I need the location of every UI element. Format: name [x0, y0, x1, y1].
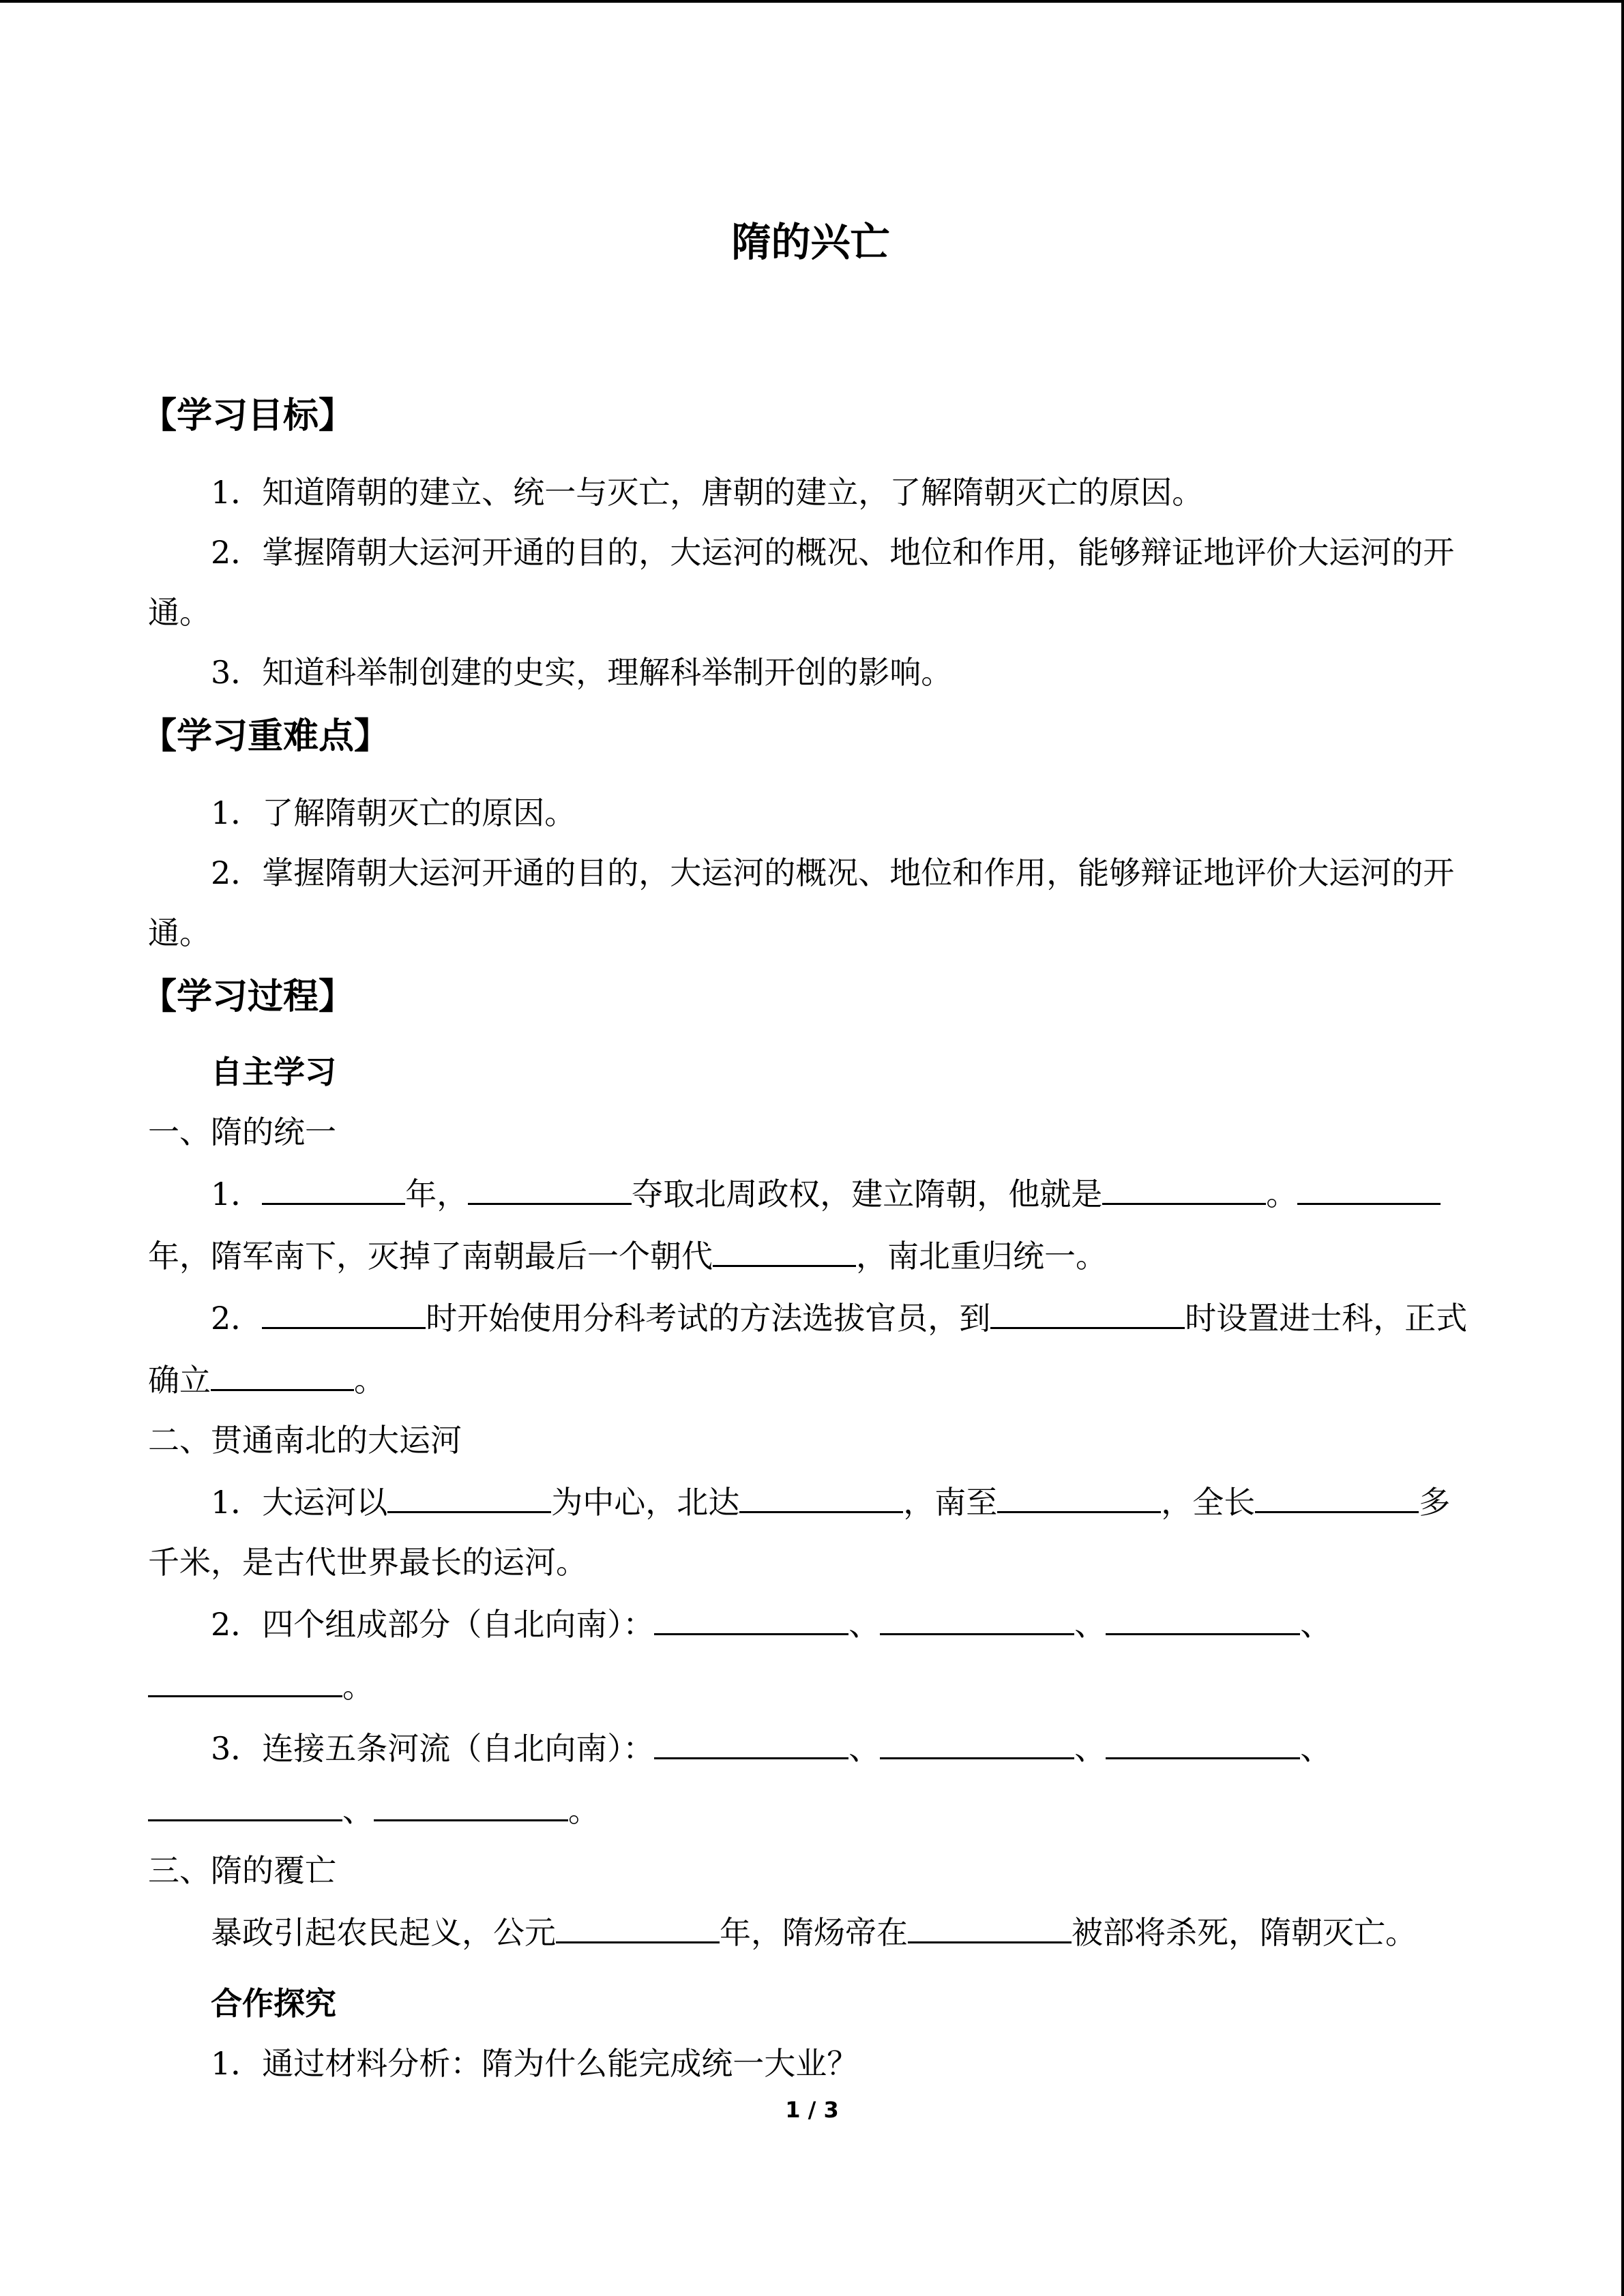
- answer-blank[interactable]: [148, 1778, 342, 1821]
- answer-blank[interactable]: [990, 1286, 1185, 1329]
- answer-blank[interactable]: [556, 1900, 720, 1943]
- keypoints-heading: 【学习重难点】: [141, 716, 390, 757]
- part2-q3: 3．连接五条河流（自北向南）： 、 、 、、 。: [148, 1716, 1473, 1840]
- answer-blank[interactable]: [262, 1162, 405, 1205]
- answer-blank[interactable]: [997, 1470, 1161, 1513]
- goal-item-2: 2．掌握隋朝大运河开通的目的，大运河的概况、地位和作用，能够辩证地评价大运河的开通。: [148, 534, 1455, 631]
- answer-blank[interactable]: [1106, 1592, 1300, 1635]
- goals-heading: 【学习目标】: [141, 396, 355, 436]
- page-number: 1 / 3: [785, 2097, 839, 2123]
- answer-blank[interactable]: [262, 1286, 426, 1329]
- part3-text: 暴政引起农民起义，公元 年，隋炀帝在 被部将杀死，隋朝灭亡。: [148, 1900, 1473, 1963]
- coop-question-1: 1．通过材料分析：隋为什么能完成统一大业？: [211, 2045, 859, 2082]
- answer-blank[interactable]: [1255, 1470, 1419, 1513]
- answer-blank[interactable]: [880, 1592, 1074, 1635]
- keypoint-item-1: 1．了解隋朝灭亡的原因。: [211, 794, 576, 831]
- answer-blank[interactable]: [374, 1778, 568, 1821]
- goal-item-3: 3．知道科举制创建的史实，理解科举制开创的影响。: [211, 654, 953, 691]
- self-study-heading: 自主学习: [211, 1054, 336, 1090]
- answer-blank[interactable]: [908, 1900, 1072, 1943]
- answer-blank[interactable]: [148, 1654, 342, 1697]
- top-border: [0, 0, 1624, 3]
- page-title: 隋的兴亡: [731, 219, 890, 265]
- part1-q2: 2． 时开始使用分科考试的方法选拔官员，到 时设置进士科，正式确立 。: [148, 1286, 1473, 1410]
- answer-blank[interactable]: [654, 1716, 848, 1759]
- answer-blank[interactable]: [713, 1224, 856, 1267]
- part1-q1: 1． 年， 夺取北周政权，建立隋朝，他就是 。年，隋军南下，灭掉了南朝最后一个朝代 ，南北重归统一。: [148, 1162, 1473, 1286]
- part2-q1: 1．大运河以 为中心，北达 ，南至 ，全长 多千米，是古代世界最长的运河。: [148, 1470, 1473, 1592]
- coop-heading: 合作探究: [211, 1985, 336, 2022]
- answer-blank[interactable]: [880, 1716, 1074, 1759]
- goal-item-1: 1．知道隋朝的建立、统一与灭亡，唐朝的建立，了解隋朝灭亡的原因。: [211, 474, 1204, 511]
- part2-q2: 2．四个组成部分（自北向南）： 、 、 、。: [148, 1592, 1473, 1716]
- answer-blank[interactable]: [1102, 1162, 1266, 1205]
- answer-blank[interactable]: [739, 1470, 903, 1513]
- part1-title: 一、隋的统一: [148, 1114, 336, 1150]
- answer-blank[interactable]: [468, 1162, 632, 1205]
- answer-blank[interactable]: [211, 1348, 354, 1391]
- answer-blank[interactable]: [1297, 1162, 1441, 1205]
- part3-title: 三、隋的覆亡: [148, 1852, 336, 1889]
- part2-title: 二、贯通南北的大运河: [148, 1422, 462, 1459]
- answer-blank[interactable]: [1106, 1716, 1300, 1759]
- process-heading: 【学习过程】: [141, 976, 355, 1017]
- answer-blank[interactable]: [387, 1470, 551, 1513]
- keypoint-item-2: 2．掌握隋朝大运河开通的目的，大运河的概况、地位和作用，能够辩证地评价大运河的开通。: [148, 854, 1455, 951]
- right-border: [1621, 0, 1624, 2296]
- document-page: [141, 205, 1473, 2093]
- answer-blank[interactable]: [654, 1592, 848, 1635]
